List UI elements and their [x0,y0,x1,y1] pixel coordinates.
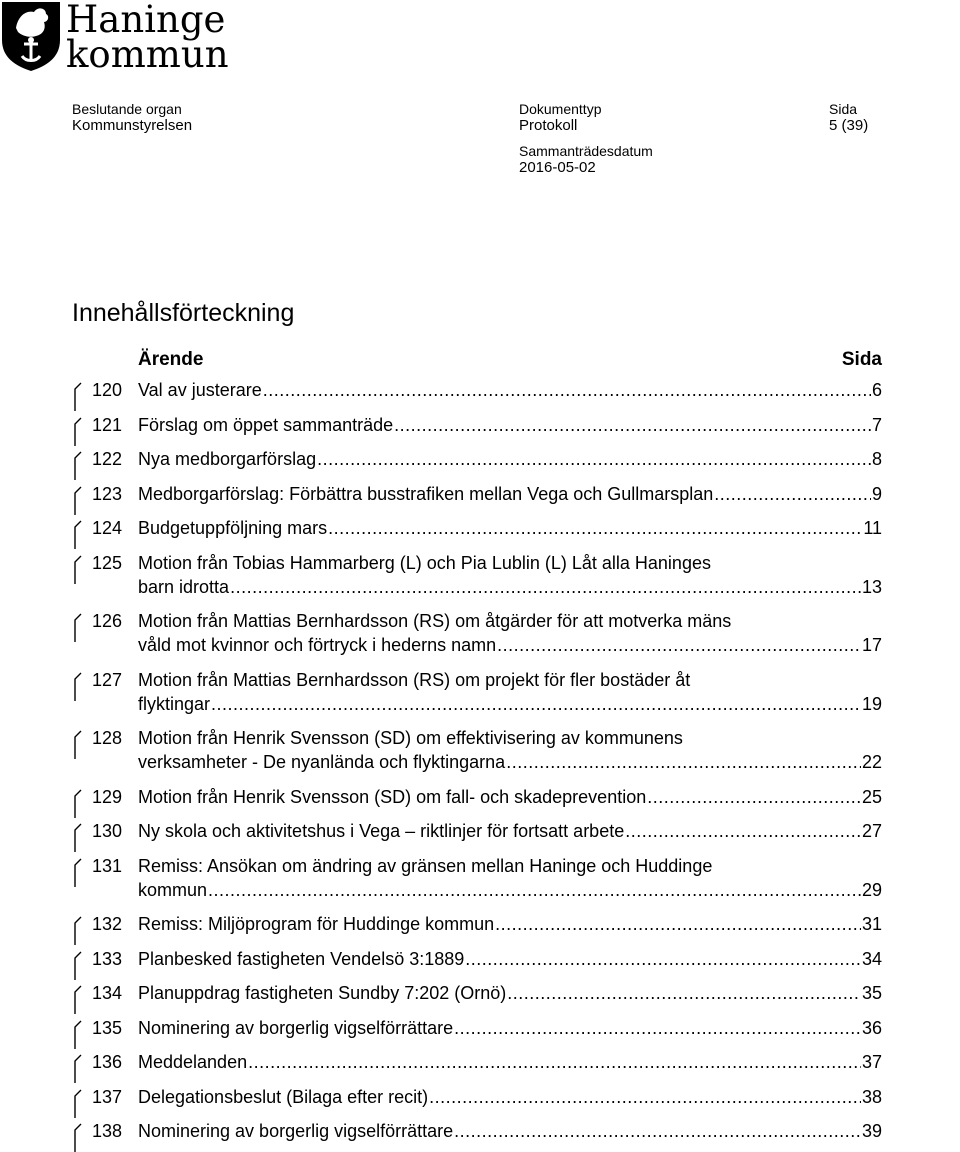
toc-entry-title: Nya medborgarförslag [138,449,317,469]
organ-value: Kommunstyrelsen [72,117,193,134]
toc-entry-title-line1: Motion från Tobias Hammarberg (L) och Pia Lublin (L) Låt alla Haninges [138,552,711,573]
toc-entry-number: 123 [92,483,123,504]
toc-entry-page: 39 [861,1121,882,1141]
column-header-arende: Ärende [138,349,204,370]
dot-leader [495,912,861,936]
toc-entry-page: 36 [861,1017,882,1038]
toc-entry-title: Budgetuppföljning mars [138,518,328,538]
collapse-bracket-icon [74,556,82,584]
dot-leader [328,516,862,540]
toc-entry-title: Nominering av borgerlig vigselförrättare [138,1121,454,1141]
dot-leader [507,981,861,1005]
toc-entry-title: våld mot kvinnor och förtryck i hederns namn [138,635,497,655]
toc-entry-page: 37 [861,1052,882,1072]
toc-entry-page: 35 [861,983,882,1003]
collapse-bracket-icon [74,986,82,1014]
toc-entry-title: verksamheter - De nyanlända och flyktingarna [138,752,506,772]
dot-leader [263,378,871,402]
collapse-bracket-icon [74,487,82,515]
collapse-bracket-icon [74,452,82,480]
toc-entry-number: 120 [92,380,123,400]
dot-leader [317,447,871,471]
toc-entry-number: 127 [92,669,123,690]
dot-leader [248,1050,861,1074]
toc-entry-title: Planuppdrag fastigheten Sundby 7:202 (Ornö) [138,983,507,1003]
logo-line-kommun: kommun [66,33,229,76]
collapse-bracket-icon [74,1021,82,1049]
toc-entry-title: Motion från Henrik Svensson (SD) om fall- och skadeprevention [138,786,647,807]
toc-entry-number: 122 [92,449,123,469]
dot-leader [208,878,861,902]
dot-leader [506,750,861,774]
toc-entry-title: Förslag om öppet sammanträde [138,414,394,435]
organ-label: Beslutande organ [72,101,182,117]
toc-entry-number: 129 [92,786,123,807]
dot-leader [714,482,871,506]
toc-entry-page: 19 [861,693,882,714]
toc-entry-number: 128 [92,728,123,748]
dot-leader [429,1085,861,1109]
doctype-value: Protokoll [519,117,578,134]
toc-entry-title: Nominering av borgerlig vigselförrättare [138,1017,454,1038]
dot-leader [625,819,861,843]
toc-entry-title: Medborgarförslag: Förbättra busstrafiken mellan Vega och Gullmarsplan [138,483,714,504]
date-value: 2016-05-02 [519,159,596,176]
toc-entry-title-line1: Motion från Mattias Bernhardsson (RS) om projekt för fler bostäder åt [138,669,691,690]
toc-entry-number: 121 [92,414,123,435]
toc-entry-number: 135 [92,1017,123,1038]
collapse-bracket-icon [74,952,82,980]
doctype-label: Dokumenttyp [519,101,602,117]
dot-leader [394,413,871,437]
collapse-bracket-icon [74,1090,82,1118]
page-label: Sida [829,101,858,117]
collapse-bracket-icon [74,383,82,411]
toc-entry-title-line1: Motion från Mattias Bernhardsson (RS) om åtgärder för att motverka mäns [138,611,732,631]
toc-entry-page: 29 [861,879,882,900]
collapse-bracket-icon [74,673,82,701]
collapse-bracket-icon [74,418,82,446]
toc-entry-page: 38 [861,1086,882,1107]
toc-entry-title: Meddelanden [138,1052,248,1072]
toc-entry-page: 8 [871,449,882,469]
toc-entry-page: 9 [871,483,882,504]
haninge-logo [0,0,230,75]
toc-entry-number: 136 [92,1052,123,1072]
collapse-bracket-icon [74,917,82,945]
collapse-bracket-icon [74,1055,82,1083]
toc-entry-page: 17 [861,635,882,655]
dot-leader [647,785,861,809]
toc-entry-title: Ny skola och aktivitetshus i Vega – riktlinjer för fortsatt arbete [138,821,625,841]
collapse-bracket-icon [74,614,82,642]
page-value: 5 (39) [829,117,869,134]
column-header-sida: Sida [841,349,882,370]
toc-entry-page: 11 [863,518,882,538]
toc-entry-page: 6 [871,380,882,400]
toc-entry-title: barn idrotta [138,576,230,597]
toc-entry-title-line1: Remiss: Ansökan om ändring av gränsen mellan Haninge och Huddinge [138,855,713,876]
toc-entry-title: Planbesked fastigheten Vendelsö 3:1889 [138,948,465,969]
toc-entry-number: 130 [92,821,123,841]
toc-title: Innehållsförteckning [72,299,295,327]
collapse-bracket-icon [74,859,82,887]
toc-entry-title: Val av justerare [138,380,262,400]
toc-entry-page: 34 [861,948,882,969]
toc-entry-number: 125 [92,552,123,573]
toc-entry-number: 131 [92,855,123,876]
toc-entry-title: Delegationsbeslut (Bilaga efter recit) [138,1086,429,1107]
date-label: Sammanträdesdatum [519,143,653,159]
dot-leader [454,1119,861,1143]
toc-entry-page: 31 [861,914,882,934]
haninge-coat-of-arms-icon [0,0,62,72]
toc-entry-number: 138 [92,1121,123,1141]
toc-entry-number: 126 [92,611,123,631]
toc-entry-page: 7 [871,414,882,435]
dot-leader [230,575,861,599]
toc-entry-title: kommun [138,879,208,900]
toc-entry-title: Remiss: Miljöprogram för Huddinge kommun [138,914,495,934]
toc-entry-number: 132 [92,914,123,934]
collapse-bracket-icon [74,731,82,759]
toc-entry-number: 137 [92,1086,123,1107]
dot-leader [465,947,861,971]
collapse-bracket-icon [74,1124,82,1152]
collapse-bracket-icon [74,521,82,549]
toc-entry-title-line1: Motion från Henrik Svensson (SD) om effektivisering av kommunens [138,728,683,748]
logo-line-haninge: Haninge [66,0,226,41]
collapse-bracket-icon [74,824,82,852]
dot-leader [497,633,861,657]
dot-leader [454,1016,861,1040]
toc-entry-page: 25 [861,786,882,807]
toc-entry-number: 133 [92,948,123,969]
toc-entry-page: 22 [861,752,882,772]
toc-entry-number: 124 [92,518,123,538]
collapse-bracket-icon [74,790,82,818]
toc-entry-number: 134 [92,983,123,1003]
toc-entry-title: flyktingar [138,693,211,714]
toc-entry-page: 13 [861,576,882,597]
toc-entry-page: 27 [861,821,882,841]
dot-leader [211,692,861,716]
